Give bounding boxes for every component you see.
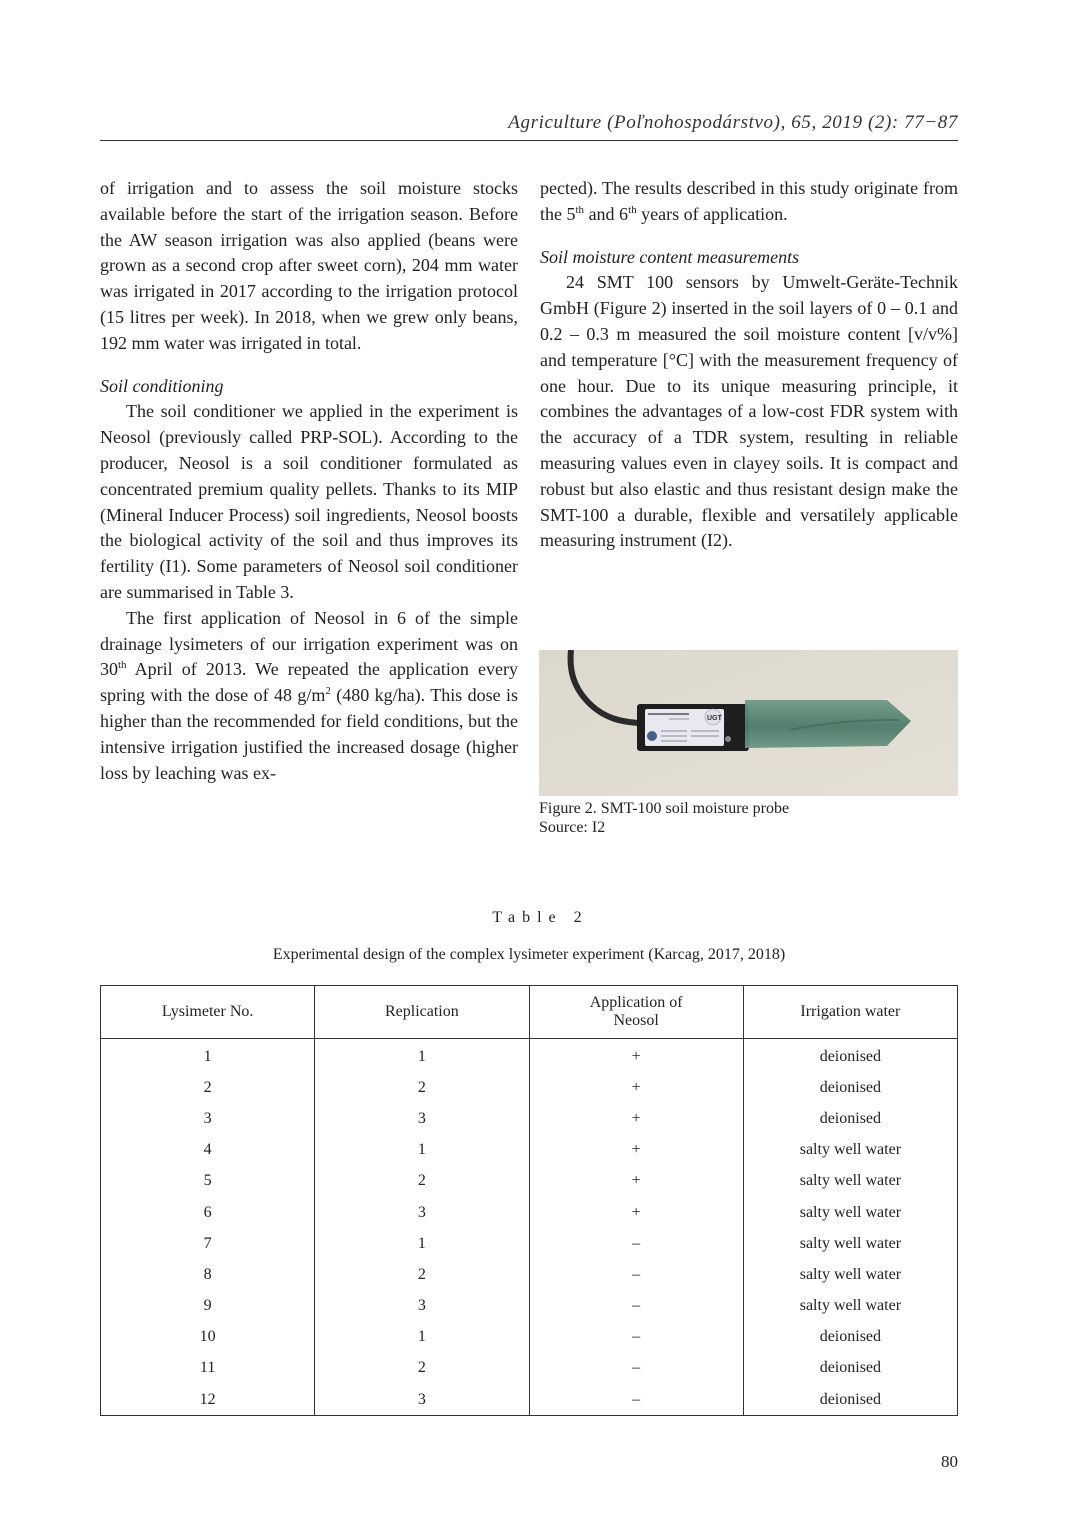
cell-lysimeter-no: 9 [101,1291,315,1322]
cell-lysimeter-no: 1 [101,1039,315,1073]
cell-neosol: + [529,1103,743,1134]
cell-neosol: – [529,1228,743,1259]
cell-lysimeter-no: 11 [101,1353,315,1384]
cell-irrigation-water: deionised [743,1353,957,1384]
cell-irrigation-water: deionised [743,1039,957,1073]
table-row [101,1072,958,1103]
table-row [101,1228,958,1259]
journal-citation: Agriculture (Poľnohospodárstvo), 65, 2019 (2): 77−87 [508,112,958,133]
table-title: Experimental design of the complex lysimeter experiment (Karcag, 2017, 2018) [272,946,786,963]
header-lysimeter-no: Lysimeter No. [101,986,315,1039]
table-row [101,1135,958,1166]
table-body [101,1039,958,1416]
cell-irrigation-water: deionised [743,1384,957,1416]
cell-irrigation-water: salty well water [743,1197,957,1228]
table-row [101,1039,958,1073]
header-irrigation-water: Irrigation water [743,986,957,1039]
ugt-logo: UGT [707,715,722,722]
left-column [100,176,518,786]
table-row [101,1103,958,1134]
cell-neosol: – [529,1322,743,1353]
cell-replication: 2 [315,1353,529,1384]
cell-lysimeter-no: 3 [101,1103,315,1134]
paragraph: pected). The results described in this study originate from the 5th and 6th years of application. [540,178,958,224]
cell-irrigation-water: salty well water [743,1291,957,1322]
cell-irrigation-water: deionised [743,1103,957,1134]
paragraph: 24 SMT 100 sensors by Umwelt-Geräte-Technik GmbH (Figure 2) inserted in the soil layers of 0 – 0.1 and 0.2 – 0.3 m measured the soil moisture content [v/v%] and temperature [°C] with the measurement frequency of one hour. Due to its unique measuring principle, it combines the advantages of a low-cost FDR system with the accuracy of a TDR system, resulting in reliable measuring values even in clayey soils. It is compact and robust but also elastic and thus resistant design make the SMT-100 a durable, flexible and versatilely applicable measuring instrument (I2). [540,272,958,551]
cell-irrigation-water: salty well water [743,1228,957,1259]
cell-replication: 1 [315,1322,529,1353]
header-application-of-neosol: Application of Neosol [529,986,743,1039]
cell-neosol: + [529,1135,743,1166]
cell-irrigation-water: deionised [743,1322,957,1353]
paragraph: The soil conditioner we applied in the experiment is Neosol (previously called PRP-SOL). According to the producer, Neosol is a soil conditioner formulated as concentrated premium quality pellets. Thanks to its MIP (Mineral Inducer Process) soil ingredients, Neosol boosts the biological activity of the soil and thus improves its fertility (I1). Some parameters of Neosol soil conditioner are summarised in Table 3. [100,401,518,602]
cell-replication: 1 [315,1039,529,1073]
cell-irrigation-water: salty well water [743,1135,957,1166]
cell-lysimeter-no: 10 [101,1322,315,1353]
cell-irrigation-water: salty well water [743,1259,957,1290]
cell-neosol: + [529,1197,743,1228]
section-heading-soil-conditioning: Soil conditioning [100,375,224,396]
figure-probe-photo [539,650,958,796]
table-row [101,1166,958,1197]
table-row [101,1259,958,1290]
table-row [101,1384,958,1416]
figure-source: Source: I2 [539,819,606,836]
paragraph: The first application of Neosol in 6 of the simple drainage lysimeters of our irrigation experiment was on 30th April of 2013. We repeated the application every spring with the dose of 48 $g/m^2$ (480 kg/ha). This dose is higher than the recommended for field conditions, but the intensive irrigation justified the increased dosage (higher loss by leaching was ex- [100,607,518,783]
right-column [540,176,958,554]
cell-neosol: + [529,1072,743,1103]
cell-neosol: + [529,1039,743,1073]
cell-irrigation-water: salty well water [743,1166,957,1197]
cell-neosol: – [529,1384,743,1416]
header-replication: Replication [315,986,529,1039]
cell-lysimeter-no: 5 [101,1166,315,1197]
running-header [100,112,958,141]
cell-lysimeter-no: 7 [101,1228,315,1259]
figure-caption [539,799,789,837]
cell-lysimeter-no: 12 [101,1384,315,1416]
cell-lysimeter-no: 4 [101,1135,315,1166]
cell-replication: 3 [315,1197,529,1228]
page-number: 80 [941,1452,958,1471]
table-label: Table 2 [492,909,589,926]
cell-irrigation-water: deionised [743,1072,957,1103]
table-row [101,1322,958,1353]
cell-neosol: – [529,1291,743,1322]
cell-replication: 1 [315,1135,529,1166]
cell-replication: 3 [315,1103,529,1134]
table-row [101,1197,958,1228]
cell-lysimeter-no: 2 [101,1072,315,1103]
cell-replication: 1 [315,1228,529,1259]
cell-lysimeter-no: 8 [101,1259,315,1290]
soil-moisture-probe-illustration [539,650,958,796]
cell-replication: 2 [315,1072,529,1103]
section-heading-soil-moisture: Soil moisture content measurements [540,246,800,267]
cell-replication: 2 [315,1166,529,1197]
cell-lysimeter-no: 6 [101,1197,315,1228]
figure-title: Figure 2. SMT-100 soil moisture probe [539,800,790,817]
cell-replication: 3 [315,1291,529,1322]
table-row [101,1353,958,1384]
cell-neosol: – [529,1259,743,1290]
paragraph: of irrigation and to assess the soil moisture stocks available before the start of the irrigation season. Before the AW season irrigation was also applied (beans were grown as a second crop after sweet corn), 204 mm water was irrigated in 2017 according to the irrigation protocol (15 litres per week). In 2018, when we grew only beans, 192 mm water was irrigated in total. [100,178,518,353]
table-row [101,1291,958,1322]
cell-replication: 2 [315,1259,529,1290]
experimental-design-table [100,985,958,1416]
cell-neosol: + [529,1166,743,1197]
table-header-row [101,986,958,1039]
cell-neosol: – [529,1353,743,1384]
cell-replication: 3 [315,1384,529,1416]
